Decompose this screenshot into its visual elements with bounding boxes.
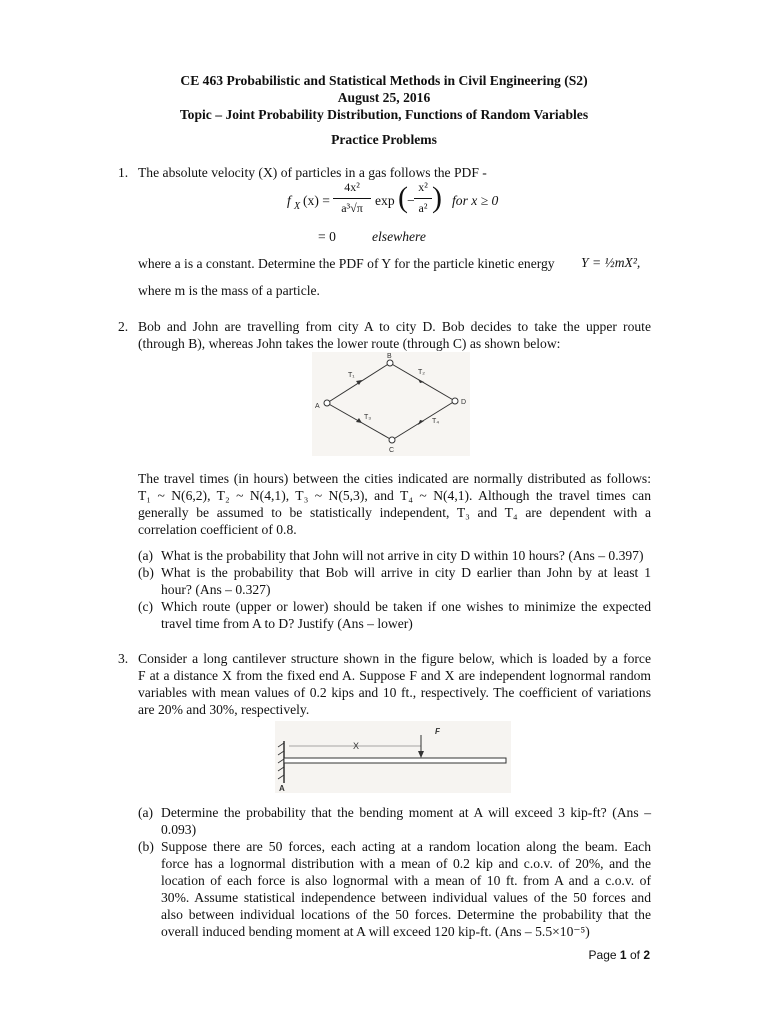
label-a: A: [279, 784, 285, 793]
problem-2-para-line-4: correlation coefficient of 0.8.: [138, 522, 297, 537]
kinetic-energy-formula: Y = ½mX²,: [581, 255, 641, 270]
problem-1-body-b: where m is the mass of a particle.: [138, 283, 320, 298]
problem-2-intro-line-2: (through B), whereas John takes the lower route (through C) as shown below:: [138, 336, 561, 351]
problem-2-number: 2.: [118, 319, 129, 334]
problem-3-para-line-2: F at a distance X from the fixed end A. Suppose F and X are independent lognormal random: [138, 668, 651, 683]
document-date: August 25, 2016: [337, 90, 431, 105]
course-title: CE 463 Probabilistic and Statistical Methods in Civil Engineering (S2): [180, 73, 588, 88]
topic-title: Topic – Joint Probability Distribution, Functions of Random Variables: [179, 107, 589, 122]
exp-fraction-denominator: a²: [418, 201, 428, 215]
problem-3-para-line-4: are 20% and 30%, respectively.: [138, 702, 310, 717]
label-b: B: [387, 353, 392, 360]
beam: [284, 758, 506, 763]
label-d: D: [461, 399, 467, 406]
node-a: [324, 400, 330, 406]
problem-1-number: 1.: [118, 165, 129, 180]
pdf-arg: (x) =: [303, 193, 330, 208]
problem-2-para-line-1: The travel times (in hours) between the cities indicated are normally distributed as follows:: [138, 471, 651, 486]
figure-background: [275, 721, 511, 793]
node-c: [389, 437, 395, 443]
pdf-fraction-numerator: 4x²: [344, 180, 360, 194]
condition-nonnegative: for x ≥ 0: [452, 193, 499, 208]
pdf-f: f: [287, 193, 291, 208]
part-text-line-2: 0.093): [161, 822, 197, 837]
label-f: F: [435, 727, 440, 736]
part-text-line-1: Suppose there are 50 forces, each acting at a random location along the beam. Each: [161, 839, 651, 854]
part-label: (a): [138, 548, 154, 563]
problem-3-number: 3.: [118, 651, 129, 666]
condition-elsewhere: elsewhere: [372, 229, 426, 244]
problem-2-para-line-3: generally be assumed to be statistically independent, T₃ and T₄ are dependent with a: [138, 505, 651, 520]
label-c: C: [389, 447, 395, 454]
label-t2: T₂: [418, 369, 425, 376]
problem-1-body-a: where a is a constant. Determine the PDF of Y for the particle kinetic energy: [138, 256, 555, 271]
page-word: Page: [588, 948, 617, 962]
part-text-line-1: Which route (upper or lower) should be taken if one wishes to minimize the expected: [161, 599, 651, 614]
node-b: [387, 360, 393, 366]
label-t1: T₁: [348, 372, 355, 379]
part-text-line-1: What is the probability that Bob will arrive in city D earlier than John by at least 1: [161, 565, 651, 580]
exp-fraction-numerator: x²: [418, 180, 428, 194]
pdf-zero: = 0: [318, 229, 336, 244]
problem-3-para-line-3: variables with mean values of 0.2 kips and 10 ft., respectively. The coefficient of variations: [138, 685, 651, 700]
label-x: X: [353, 741, 360, 751]
practice-problems-heading: Practice Problems: [331, 132, 437, 147]
part-text-line-1: What is the probability that John will not arrive in city D within 10 hours? (Ans – 0.397): [161, 548, 644, 563]
part-text-line-2: travel time from A to D? Justify (Ans – lower): [161, 616, 413, 631]
part-text-line-2: force has a lognormal distribution with a mean of 0.2 kip and c.o.v. of 20%, and the: [161, 856, 651, 871]
problem-2-para-line-2: T₁ ~ N(6,2), T₂ ~ N(4,1), T₃ ~ N(5,3), and T₄ ~ N(4,1). Although the travel times can: [138, 488, 651, 503]
part-text-line-4: 30%. Assume statistical independence between individual values of the 50 forces and: [161, 890, 651, 905]
part-text-line-6: overall induced bending moment at A will exceed 120 kip-ft. (Ans – 5.5×10⁻⁵): [161, 924, 590, 939]
problem-3-para-line-1: Consider a long cantilever structure shown in the figure below, which is loaded by a force: [138, 651, 651, 666]
node-d: [452, 398, 458, 404]
page-total: 2: [643, 948, 650, 962]
part-text-line-2: hour? (Ans – 0.327): [161, 582, 271, 597]
exp-open-paren: (: [398, 181, 408, 214]
cantilever-beam-figure: [275, 721, 511, 793]
exp-close-paren: ): [432, 181, 442, 214]
part-label: (b): [138, 839, 154, 854]
route-network-diagram: [312, 352, 470, 456]
label-t3: T₃: [364, 414, 372, 421]
page-number: 1: [619, 948, 627, 962]
part-label: (a): [138, 805, 154, 820]
label-a: A: [315, 403, 320, 410]
exp-minus: −: [407, 193, 415, 208]
part-text-line-5: also between individual locations of the 50 forces. Determine the probability that the: [161, 907, 651, 922]
page-footer: [589, 948, 650, 962]
pdf-fraction-denominator: a³√π: [341, 201, 363, 215]
label-t4: T₄: [432, 418, 440, 425]
exp-word: exp: [375, 193, 395, 208]
of-word: of: [629, 948, 640, 962]
problem-2-intro-line-1: Bob and John are travelling from city A to city D. Bob decides to take the upper route: [138, 319, 651, 334]
problem-1-intro: The absolute velocity (X) of particles in a gas follows the PDF -: [138, 165, 487, 180]
pdf-subscript: X: [294, 201, 301, 212]
part-text-line-1: Determine the probability that the bending moment at A will exceed 3 kip-ft? (Ans –: [161, 805, 651, 820]
part-label: (b): [138, 565, 154, 580]
part-label: (c): [138, 599, 154, 614]
part-text-line-3: location of each force is also lognormal with a mean of 10 ft. from A and a c.o.v. of: [161, 873, 651, 888]
pdf-fraction-bar: [333, 198, 371, 199]
exp-fraction-bar: [414, 198, 432, 199]
